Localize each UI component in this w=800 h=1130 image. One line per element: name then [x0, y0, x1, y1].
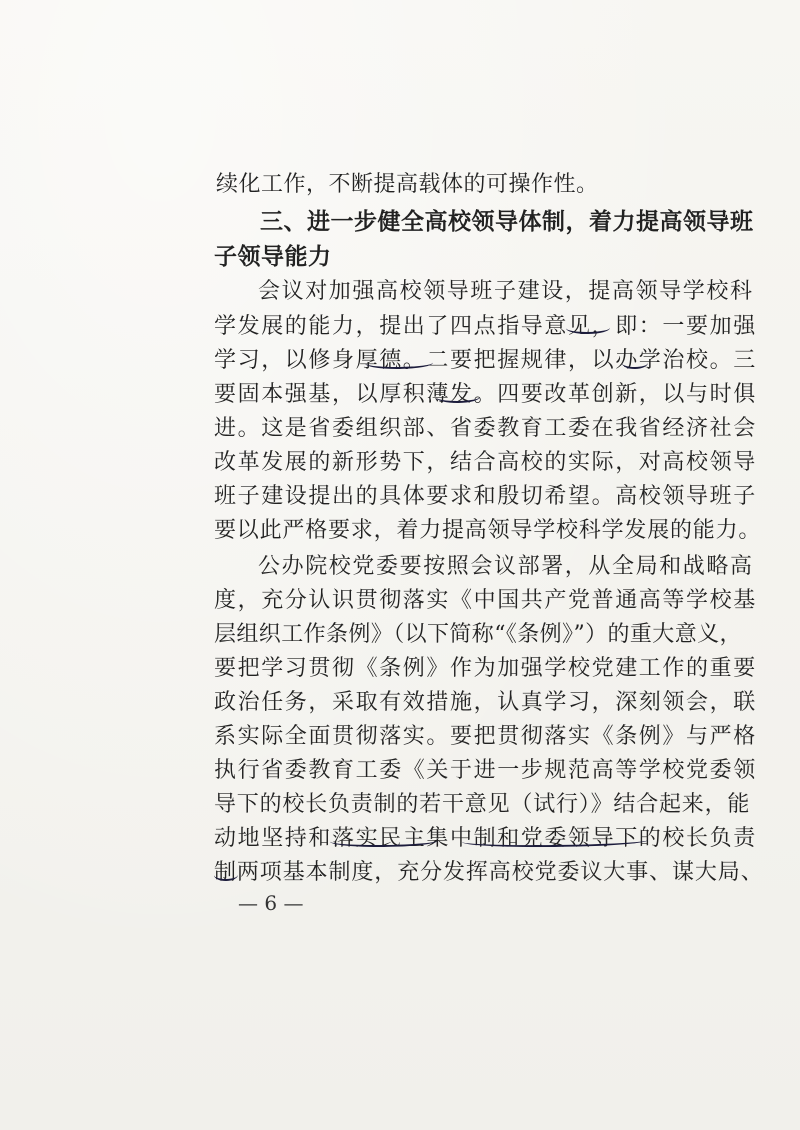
text-line-18: 执行省委教育工委《关于进一步规范高等学校党委领: [214, 758, 757, 783]
text-line-4: 会议对加强高校领导班子建设，提高领导学校科: [258, 279, 754, 304]
text-line-7: 要固本强基，以厚积薄发。四要改革创新，以与时俱: [214, 382, 757, 407]
text-line-20: 动地坚持和落实民主集中制和党委领导下的校长负责: [214, 826, 757, 851]
text-line-6: 学习，以修身厚德。二要把握规律，以办学治校。三: [214, 348, 757, 373]
section-heading-line-2: 子领导能力: [214, 244, 332, 270]
text-line-12: 公办院校党委要按照会议部署，从全局和战略高: [258, 554, 754, 579]
text-line-16: 政治任务，采取有效措施，认真学习，深刻领会，联: [214, 690, 757, 715]
text-line-14: 层组织工作条例》（以下简称“《条例》”）的重大意义，: [214, 622, 742, 647]
text-line-10: 班子建设提出的具体要求和殷切希望。高校领导班子: [214, 484, 757, 509]
section-heading-line-1: 三、进一步健全高校领导体制，着力提高领导班: [260, 209, 754, 235]
text-line-9: 改革发展的新形势下，结合高校的实际，对高校领导: [214, 450, 757, 475]
text-line-5: 学发展的能力，提出了四点指导意见，即：一要加强: [214, 314, 757, 339]
text-line-19: 导下的校长负责制的若干意见（试行）》结合起来，能: [214, 792, 751, 817]
page-number: — 6 —: [238, 891, 304, 915]
text-line-8: 进。这是省委组织部、省委教育工委在我省经济社会: [214, 416, 757, 441]
text-line-13: 度，充分认识贯彻落实《中国共产党普通高等学校基: [214, 588, 757, 613]
text-line-17: 系实际全面贯彻落实。要把贯彻落实《条例》与严格: [214, 724, 757, 749]
text-line-15: 要把学习贯彻《条例》作为加强学校党建工作的重要: [214, 656, 757, 681]
text-line-11: 要以此严格要求，着力提高领导学校科学发展的能力。: [214, 518, 762, 543]
text-line-1: 续化工作，不断提高载体的可操作性。: [216, 172, 599, 197]
text-line-21: 制两项基本制度，充分发挥高校党委议大事、谋大局、: [214, 860, 764, 885]
